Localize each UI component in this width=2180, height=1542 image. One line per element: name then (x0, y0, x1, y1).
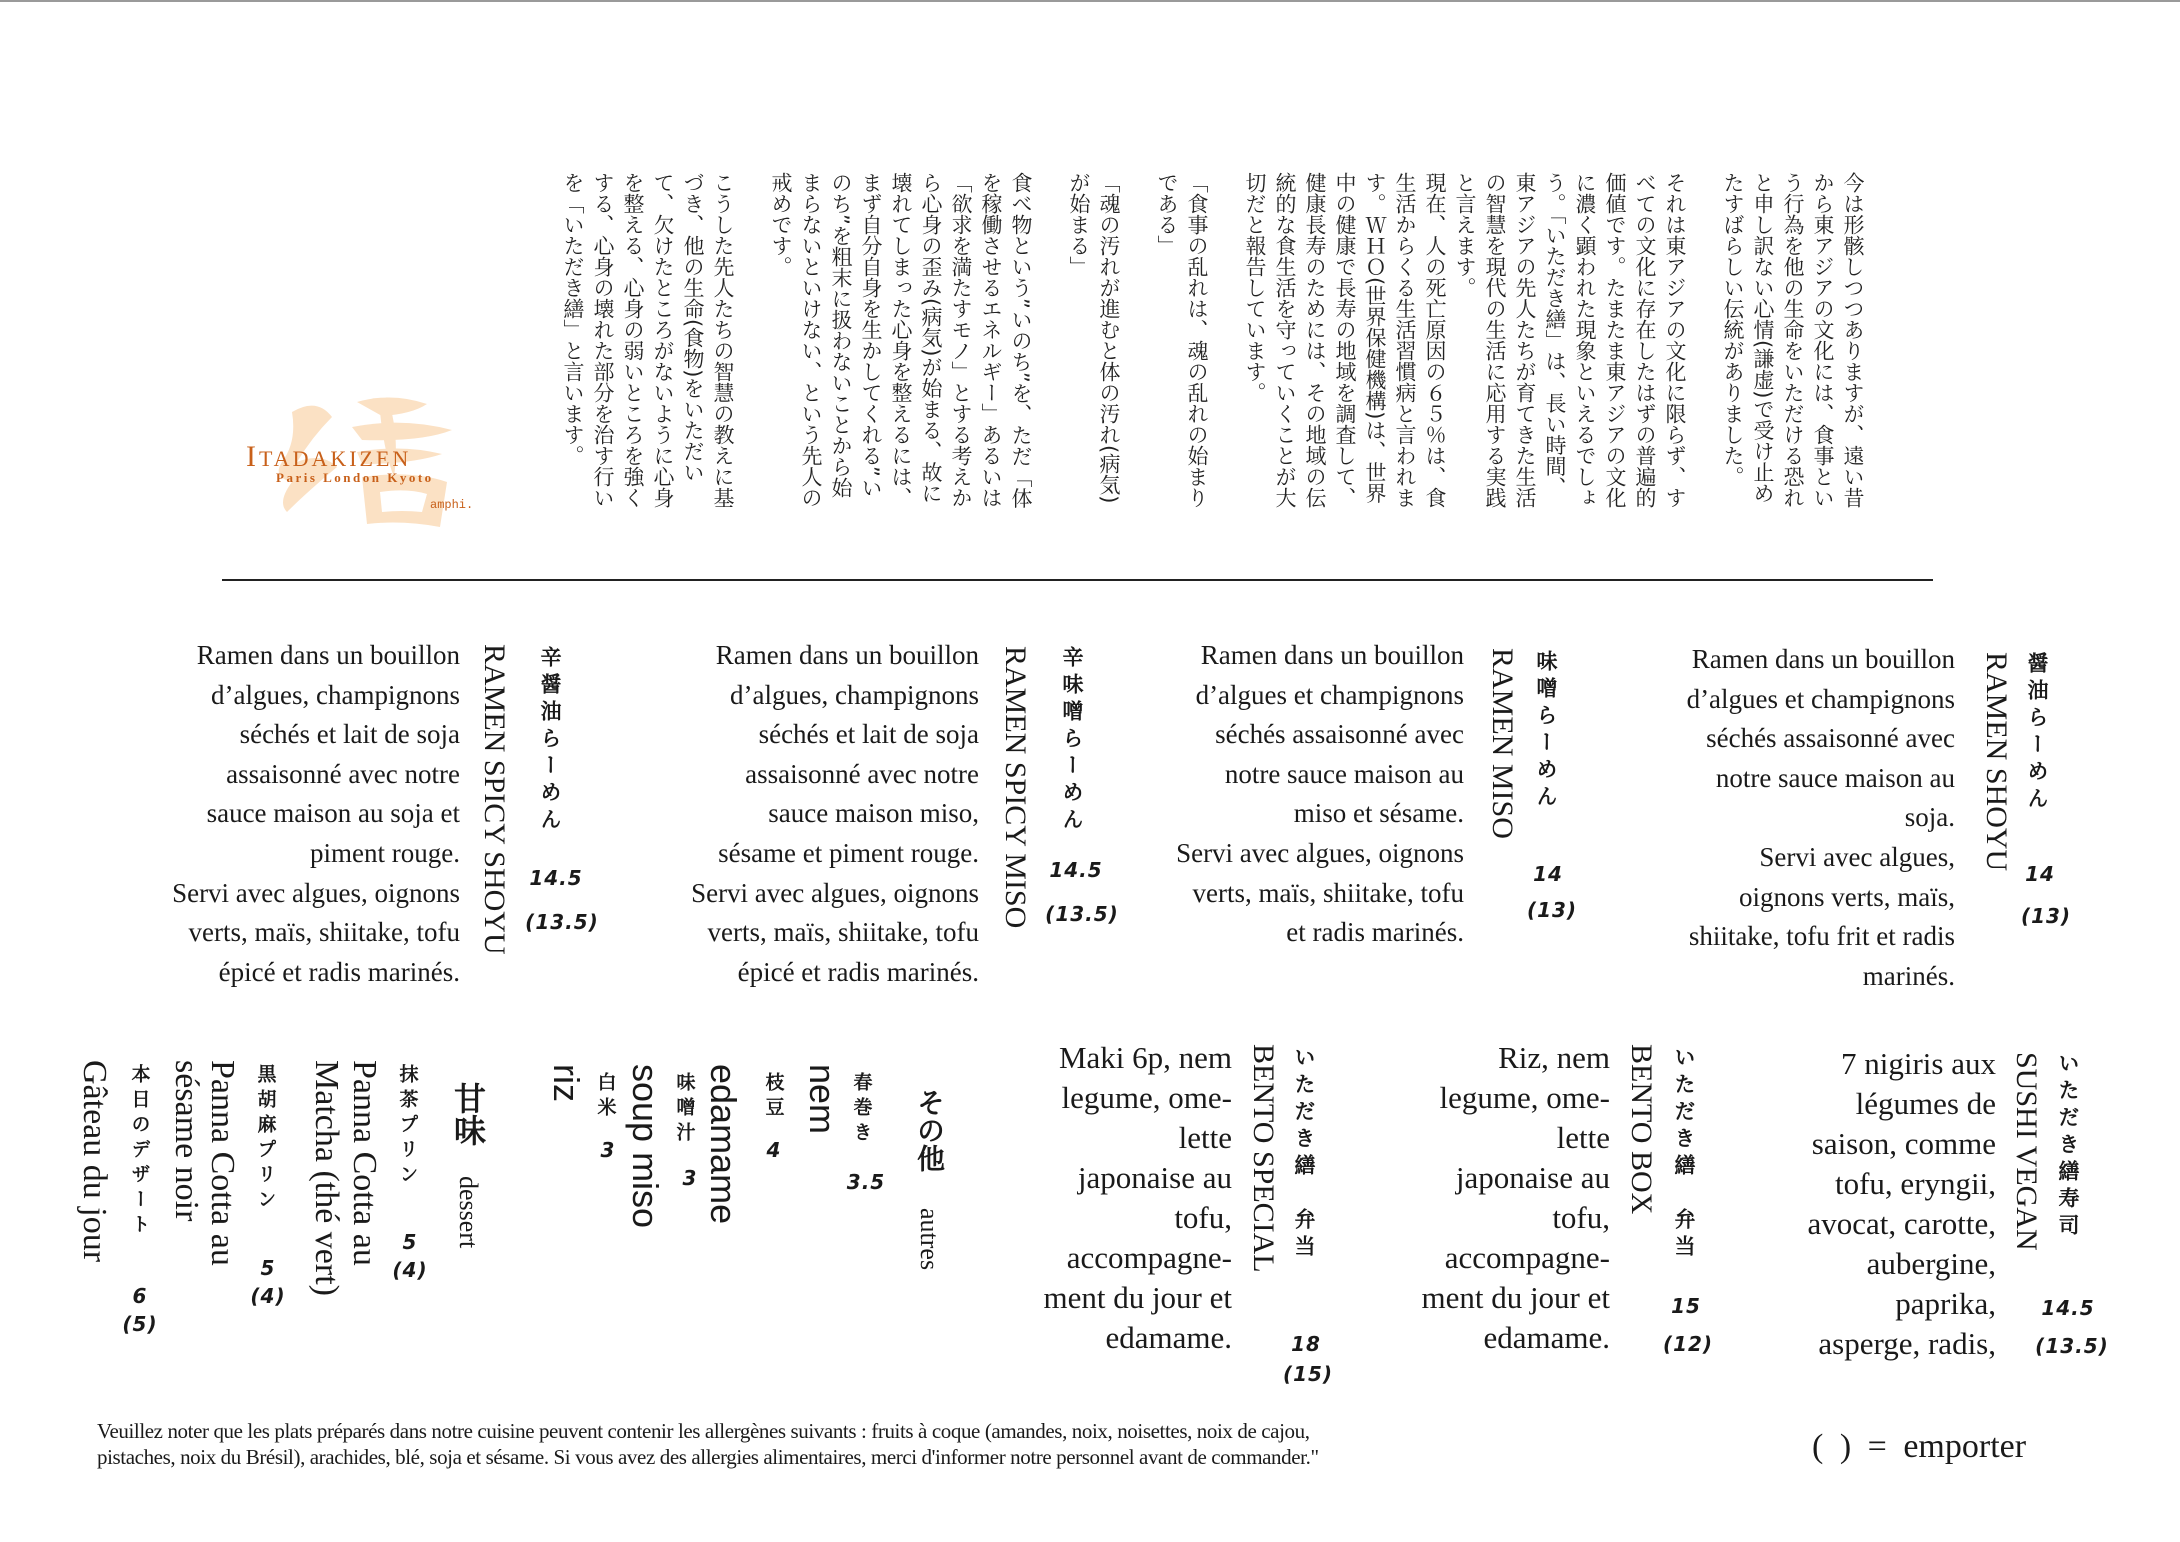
intro-paragraph: 「食事の乱れは、魂の乱れの始まりである」 (1155, 172, 1209, 508)
item-name: Panna Cotta au (346, 1060, 383, 1266)
item-name-jp: 味噌らーめん (1534, 650, 1558, 812)
item-description: Ramen dans un bouillon d’algues et champignons séchés assaisonné avec notre sauce maison au miso et sésame. Servi avec algues, oignons verts, maïs, shiitake, tofu et radis marinés. (1176, 640, 1464, 948)
item-name: Gâteau du jour (76, 1060, 113, 1263)
item-price: 6 (132, 1284, 148, 1308)
divider (222, 579, 1933, 581)
item-takeaway-price: (13.5) (1045, 902, 1119, 926)
logo-cities: Paris London Kyoto (276, 470, 434, 485)
item-name-jp: 抹茶プリン (396, 1064, 419, 1189)
item-name-jp: 辛味噌らーめん (1060, 646, 1084, 835)
item-name-jp: 春巻き (850, 1072, 873, 1147)
logo-name: ITADAKIZEN (246, 440, 412, 473)
item-price: 14.5 (529, 866, 583, 890)
intro-paragraph: 現在、人の死亡原因の６５％は、食生活からくる生活習慣病と言われます。ＷＨＯ(世界保健機構)は、世界中の健康で長寿の地域を調査して、健康長寿のためには、その地域の伝統的な食生活を守っていくことが大切だと報告しています。 (1243, 172, 1447, 508)
item-takeaway-price: (5) (122, 1312, 158, 1336)
section-header-jp: 甘味 (449, 1082, 487, 1146)
intro-paragraph: 食べ物という”いのち”を、ただ「体を稼働させるエネルギー」あるいは「欲求を満たすモノ」とする考えから心身の歪み(病気)が始まる、故に壊れてしまった心身を整えるには、まず自分自身を生かしてくれる”いのち”を粗末に扱わないことから始まらないといけない、という先人の戒めです。 (769, 172, 1033, 509)
item-takeaway-price: (13.5) (525, 910, 599, 934)
item-takeaway-price: (12) (1662, 1332, 1714, 1356)
section-header (909, 1088, 949, 1270)
item-price: 14.5 (2041, 1296, 2095, 1320)
item-price: 4 (766, 1138, 782, 1162)
item-name-jp: 味噌汁 (673, 1072, 696, 1147)
item-price: 14.5 (1049, 858, 1103, 882)
intro-paragraph: 今は形骸しつつありますが、遠い昔から東アジアの文化には、食事という行為を他の生命をいただける恐れと申し訳ない心情(謙虚)で受け止めたすばらしい伝統がありました。 (1721, 172, 1865, 508)
section-header-jp: その他 (913, 1088, 946, 1172)
item-name: riz (546, 1064, 587, 1102)
legend-equals: = (1867, 1428, 1887, 1465)
item-takeaway-price: (13) (1526, 898, 1578, 922)
item-price: 5 (402, 1230, 418, 1254)
item-name-jp: 醤油らーめん (2025, 652, 2049, 814)
item-name-jp: 辛醤油らーめん (538, 646, 562, 835)
item-description: Ramen dans un bouillon d’algues, champignons séchés et lait de soja assaisonné avec notre sauce maison au soja et piment rouge. Servi avec algues, oignons verts, maïs, shiitake, tofu épicé et radis marinés. (172, 640, 460, 987)
item-takeaway-price: (13) (2020, 904, 2072, 928)
item-description: Ramen dans un bouillon d’algues et champignons séchés assaisonné avec notre sauce maison au soja. Servi avec algues, oignons verts, maïs, shiitake, tofu frit et radis marinés. (1686, 644, 1955, 991)
section-header-fr: dessert (454, 1176, 483, 1249)
item-name: BENTO BOX (1625, 1044, 1658, 1215)
item-price: 3 (682, 1166, 698, 1190)
item-name-jp: 白米 (594, 1072, 617, 1122)
item-name-jp: いただき繕 弁当 (1292, 1046, 1316, 1262)
item-name: Panna Cotta au (204, 1060, 241, 1266)
item-description: Maki 6p, nem legume, ome- lette japonaise au tofu, accompagne- ment du jour et edamame. (1043, 1040, 1232, 1355)
item-takeaway-price: (13.5) (2035, 1334, 2109, 1358)
section-header (445, 1082, 491, 1248)
item-name: edamame (703, 1064, 744, 1225)
item-takeaway-price: (4) (250, 1284, 286, 1308)
item-name: RAMEN SPICY SHOYU (478, 644, 511, 955)
item-price: 14 (2025, 862, 2055, 886)
top-border (0, 0, 2180, 2)
item-name-jp: いただき繕寿司 (2056, 1052, 2080, 1241)
item-name: RAMEN SHOYU (1980, 652, 2013, 872)
item-name: soup miso (625, 1064, 666, 1229)
item-name: SUSHI VEGAN (2010, 1052, 2043, 1251)
item-name: nem (802, 1064, 843, 1135)
item-name: BENTO SPECIAL (1247, 1044, 1280, 1273)
item-name: RAMEN SPICY MISO (999, 646, 1032, 929)
item-name-jp: 黒胡麻プリン (254, 1064, 277, 1214)
logo-subtitle: amphi. (430, 498, 474, 512)
item-name: sésame noir (168, 1060, 205, 1222)
item-description: Ramen dans un bouillon d’algues, champignons séchés et lait de soja assaisonné avec notre sauce maison miso, sésame et piment rouge. Servi avec algues, oignons verts, maïs, shiitake, tofu épicé et radis marinés. (691, 640, 979, 987)
intro-paragraph: それは東アジアの文化に限らず、すべての文化に存在したはずの普遍的価値です。たまたま東アジアの文化に濃く顕われた現象といえるでしょう。「いただき繕」は、長い時間、東アジアの先人たちが育てきた生活の智慧を現代の生活に応用する実践と言えます。 (1453, 172, 1687, 508)
item-name-jp: 枝豆 (762, 1072, 785, 1122)
intro-text (558, 172, 1868, 514)
item-price: 14 (1533, 862, 1563, 886)
item-description: 7 nigiris aux légumes de saison, comme tofu, eryngii, avocat, carotte, aubergine, paprika, asperge, radis, (1807, 1046, 1996, 1361)
legend-symbol: ( ) (1812, 1428, 1852, 1465)
item-name: RAMEN MISO (1486, 648, 1519, 839)
item-name: Matcha (thé vert) (308, 1060, 345, 1296)
item-price: 3 (600, 1138, 616, 1162)
intro-paragraph: 「魂の汚れが進むと体の汚れ(病気)が始まる」 (1067, 172, 1121, 504)
item-name-jp: いただき繕 弁当 (1672, 1046, 1696, 1262)
legend-text: emporter (1903, 1428, 2027, 1465)
section-header-fr: autres (915, 1208, 944, 1271)
item-price: 15 (1671, 1294, 1701, 1318)
item-price: 3.5 (846, 1170, 886, 1194)
item-takeaway-price: (4) (392, 1258, 428, 1282)
item-price: 18 (1291, 1332, 1321, 1356)
item-price: 5 (260, 1256, 276, 1280)
item-name-jp: 本日のデザート (128, 1064, 151, 1239)
item-takeaway-price: (15) (1282, 1362, 1334, 1386)
allergen-note: Veuillez noter que les plats préparés dans notre cuisine peuvent contenir les allergènes suivants : fruits à coque (amandes, noix, noisettes, noix de cajou, pistaches, noix du Brésil), arachides, blé, soja et sésame. Si vous avez des allergies alimentaires, merci d'informer notre personnel avant de commander." (97, 1419, 1319, 1469)
item-description: Riz, nem legume, ome- lette japonaise au tofu, accompagne- ment du jour et edamame. (1421, 1040, 1610, 1355)
takeaway-legend (1812, 1428, 2026, 1466)
intro-paragraph: こうした先人たちの智慧の教えに基づき、他の生命(食物)をいただいて、欠けたところがないように心身を整える、心身の弱いところを強くする、心身の壊れた部分を治す行いを「いただき繕」と言います。 (561, 172, 735, 508)
